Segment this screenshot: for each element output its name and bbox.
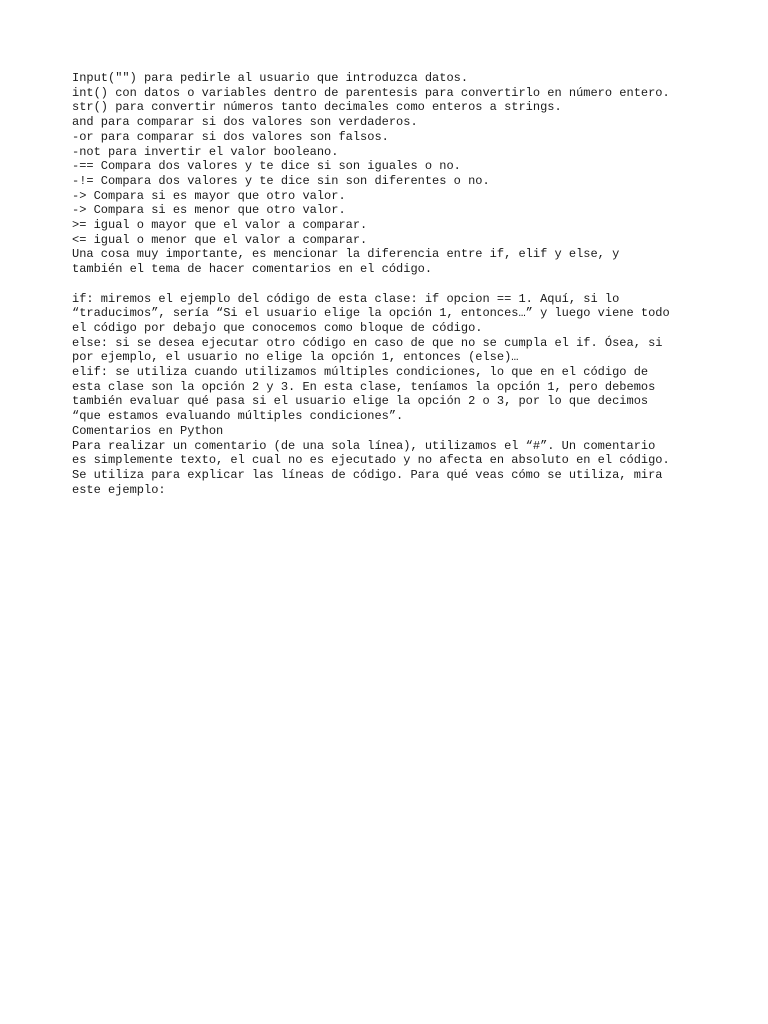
text-line: >= igual o mayor que el valor a comparar. xyxy=(72,218,368,233)
text-line: también el tema de hacer comentarios en el código. xyxy=(72,262,433,277)
text-line: int() con datos o variables dentro de parentesis para convertirlo en número entero. xyxy=(72,85,670,100)
document-body-text xyxy=(72,71,712,497)
text-line: “que estamos evaluando múltiples condiciones”. xyxy=(72,409,404,424)
text-line: <= igual o menor que el valor a comparar. xyxy=(72,232,368,247)
text-line: -not para invertir el valor booleano. xyxy=(72,144,339,159)
text-line: -> Compara si es menor que otro valor. xyxy=(72,203,346,218)
text-line: Para realizar un comentario (de una sola línea), utilizamos el “#”. Un comentario xyxy=(72,438,656,453)
text-line: Input("") para pedirle al usuario que introduzca datos. xyxy=(72,71,469,85)
text-line: Se utiliza para explicar las líneas de código. Para qué veas cómo se utiliza, mira xyxy=(72,467,663,482)
text-line: -> Compara si es mayor que otro valor. xyxy=(72,188,346,203)
text-line xyxy=(72,277,712,292)
text-line: -or para comparar si dos valores son falsos. xyxy=(72,129,389,144)
text-line: por ejemplo, el usuario no elige la opción 1, entonces (else)… xyxy=(72,350,519,365)
text-line: -== Compara dos valores y te dice si son iguales o no. xyxy=(72,159,461,174)
text-line: -!= Compara dos valores y te dice sin son diferentes o no. xyxy=(72,173,490,188)
text-line: el código por debajo que conocemos como bloque de código. xyxy=(72,320,483,335)
text-line: if: miremos el ejemplo del código de esta clase: if opcion == 1. Aquí, si lo xyxy=(72,291,620,306)
text-line: este ejemplo: xyxy=(72,482,166,497)
text-line: and para comparar si dos valores son verdaderos. xyxy=(72,115,418,130)
text-line: “traducimos”, sería “Si el usuario elige la opción 1, entonces…” y luego viene todo xyxy=(72,306,670,321)
text-line: str() para convertir números tanto decimales como enteros a strings. xyxy=(72,100,562,115)
text-line: Una cosa muy importante, es mencionar la diferencia entre if, elif y else, y xyxy=(72,247,620,262)
text-line: también evaluar qué pasa si el usuario elige la opción 2 o 3, por lo que decimos xyxy=(72,394,649,409)
text-line: else: si se desea ejecutar otro código en caso de que no se cumpla el if. Ósea, si xyxy=(72,335,663,350)
text-line: es simplemente texto, el cual no es ejecutado y no afecta en absoluto en el código. xyxy=(72,453,670,468)
text-line: esta clase son la opción 2 y 3. En esta clase, teníamos la opción 1, pero debemos xyxy=(72,379,656,394)
text-line: Comentarios en Python xyxy=(72,423,224,438)
text-line: elif: se utiliza cuando utilizamos múltiples condiciones, lo que en el código de xyxy=(72,365,649,380)
